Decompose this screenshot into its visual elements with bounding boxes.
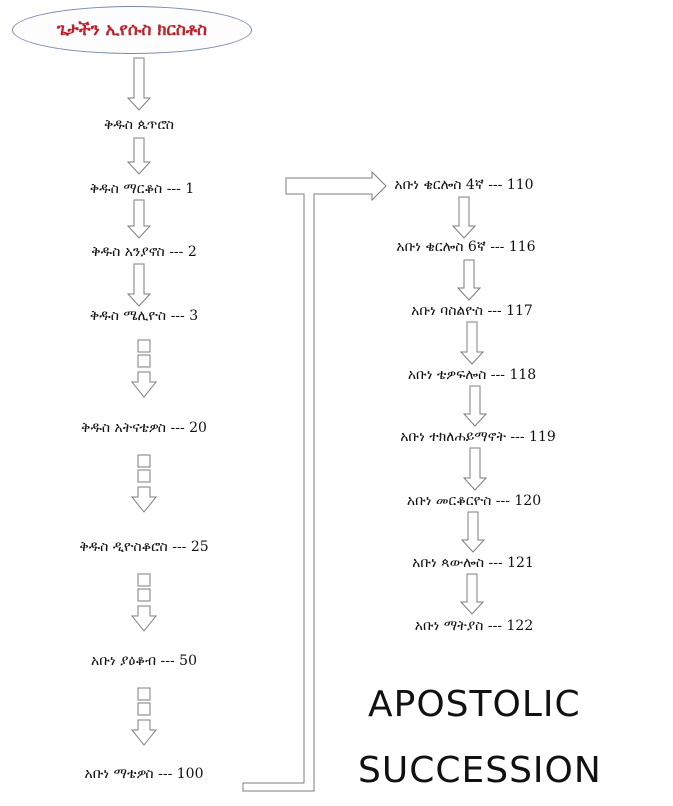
connector-arrow: [243, 172, 386, 791]
right-node-4: [408, 366, 536, 384]
node-number: --- 110: [488, 177, 534, 193]
left-node-8: [85, 765, 204, 783]
caption-line-2: SUCCESSION: [358, 750, 602, 791]
node-name: አቡነ መርቆርዮስ: [406, 493, 492, 509]
gap-arrow-left-4: [132, 340, 156, 397]
title-ellipse: [12, 6, 252, 54]
node-name: አቡነ ቴዎፍሎስ: [407, 367, 487, 383]
caption-line-1: APOSTOLIC: [368, 684, 581, 725]
node-name: አቡነ ባስልዮስ: [411, 303, 484, 319]
node-number: --- 118: [490, 367, 537, 383]
node-name: ቅዱስ ጴጥሮስ: [103, 117, 175, 133]
down-arrow-left-3: [128, 264, 150, 306]
down-arrow-right-3: [461, 322, 483, 364]
node-number: --- 100: [158, 766, 204, 782]
left-node-5: [81, 419, 207, 437]
node-number: --- 121: [488, 555, 534, 571]
down-arrow-right-4: [464, 386, 486, 426]
node-name: አቡነ ጳውሎስ: [412, 555, 485, 571]
node-number: --- 117: [487, 303, 533, 319]
left-node-2: [90, 180, 195, 198]
node-name: ቅዱስ አንያኖስ: [91, 244, 165, 260]
node-number: --- 50: [160, 653, 198, 669]
down-arrow-right-6: [462, 512, 484, 552]
gap-arrow-left-5: [132, 455, 156, 512]
node-name: ቅዱስ ማርቆስ: [89, 181, 163, 197]
right-node-1: [394, 176, 533, 194]
node-number: --- 20: [170, 420, 207, 436]
node-name: ቅዱስ ዲዮስቆሮስ: [79, 539, 168, 555]
down-arrow-right-1: [453, 197, 475, 238]
right-node-3: [411, 302, 533, 320]
node-number: --- 116: [490, 239, 536, 255]
down-arrow-right-7: [461, 574, 483, 614]
left-node-3: [91, 243, 197, 261]
node-name: አቡነ ማትያስ: [414, 618, 484, 634]
gap-arrow-left-6: [132, 574, 156, 631]
node-name: ቅዱስ አትናቴዎስ: [81, 420, 167, 436]
node-number: --- 120: [495, 493, 542, 509]
node-number: --- 25: [172, 539, 209, 555]
left-node-6: [79, 538, 208, 556]
left-node-7: [91, 652, 197, 670]
node-name: አቡነ ማቴዎስ: [84, 766, 154, 782]
node-name: አቡነ ተክለሐይማኖት: [400, 429, 506, 445]
node-number: --- 122: [487, 618, 534, 634]
gap-arrow-left-7: [132, 688, 156, 745]
node-number: --- 1: [166, 181, 195, 197]
down-arrow-right-2: [458, 260, 480, 300]
node-number: --- 119: [510, 429, 556, 445]
title-text: ጌታችን ኢየሱስ ክርስቶስ: [56, 20, 208, 40]
right-node-8: [415, 617, 533, 635]
right-node-6: [407, 492, 541, 510]
right-node-7: [412, 554, 534, 572]
right-node-5: [400, 428, 556, 446]
down-arrow-left-2: [128, 200, 150, 238]
left-node-4: [90, 307, 198, 325]
right-node-2: [396, 238, 535, 256]
down-arrow-title: [128, 58, 150, 110]
down-arrow-right-5: [464, 448, 486, 490]
node-name: አቡነ ቄርሎስ 6ኛ: [396, 239, 486, 255]
node-name: አቡነ ያዕቆብ: [90, 653, 157, 669]
node-number: --- 2: [169, 244, 197, 260]
node-name: ቅዱስ ሜሊዮስ: [89, 308, 167, 324]
left-node-1: [104, 116, 174, 134]
node-number: --- 3: [170, 308, 199, 324]
node-name: አቡነ ቄርሎስ 4ኛ: [394, 177, 484, 193]
down-arrow-left-1: [128, 138, 150, 174]
